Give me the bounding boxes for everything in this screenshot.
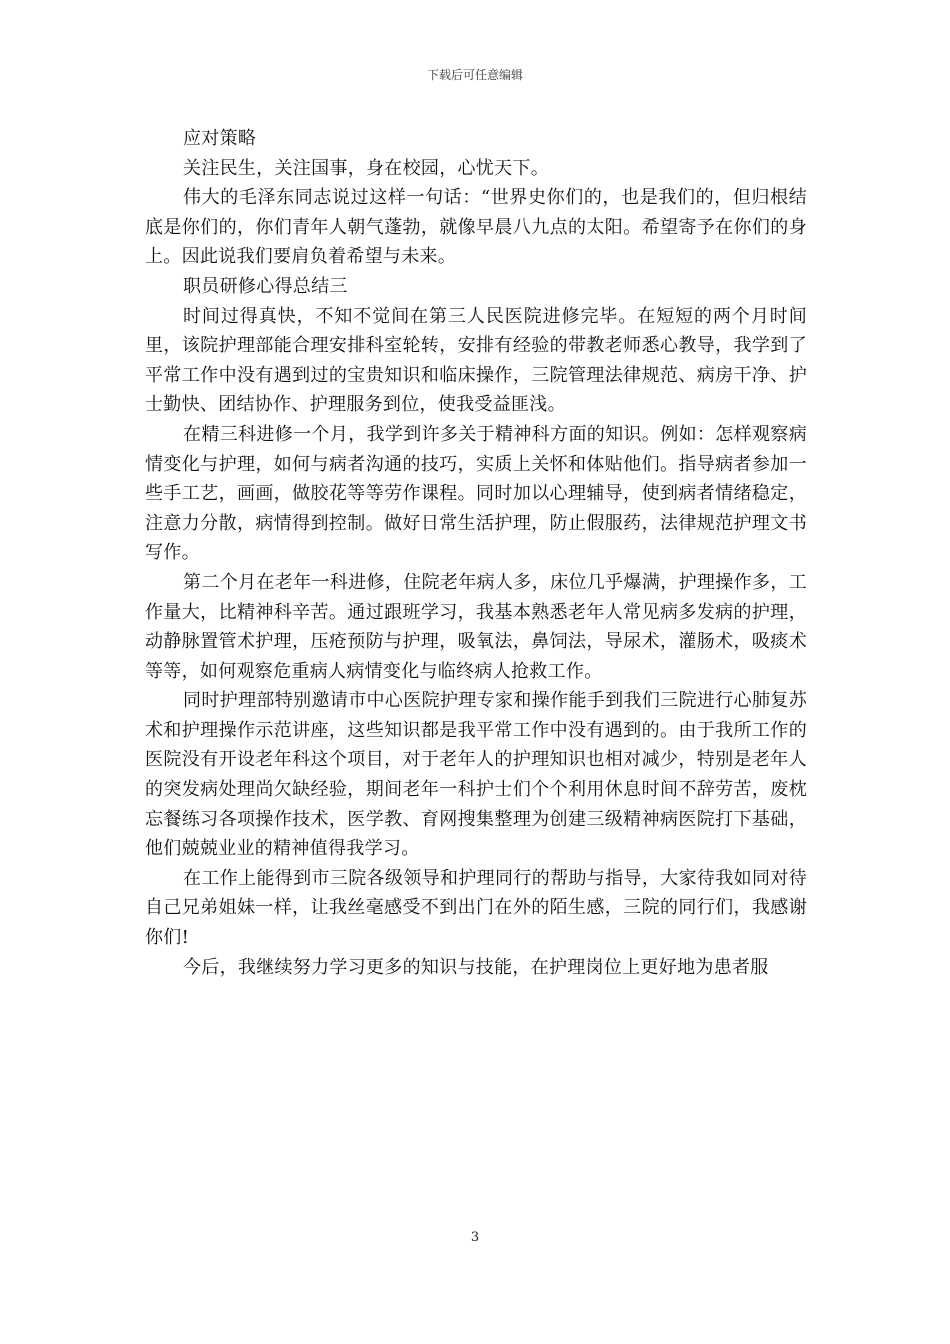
paragraph-section-title: 职员研修心得总结三 (183, 275, 348, 297)
page-number: 3 (470, 1230, 480, 1245)
paragraph-body: 今后，我继续努力学习更多的知识与技能，在护理岗位上更好地为患者服 (183, 956, 769, 978)
paragraph-slogan: 关注民生，关注国事，身在校园，心忧天下。 (183, 157, 549, 179)
document-body (145, 124, 807, 982)
paragraph-heading-strategy: 应对策略 (183, 128, 257, 149)
paragraph-body: 时间过得真快，不知不觉间在第三人民医院进修完毕。在短短的两个月时间里，该院护理部能合理安排科室轮转，安排有经验的带教老师悉心教导，我学到了平常工作中没有遇到过的宝贵知识和临床操作，三院管理法律规范、病房干净、护士勤快、团结协作、护理服务到位，使我受益匪浅。 (145, 305, 807, 416)
page-header: 下载后可任意编辑 (426, 68, 523, 82)
paragraph-body: 在精三科进修一个月，我学到许多关于精神科方面的知识。例如：怎样观察病情变化与护理，如何与病者沟通的技巧，实质上关怀和体贴他们。指导病者参加一些手工艺，画画，做胶花等等劳作课程。同时加以心理辅导，使到病者情绪稳定，注意力分散，病情得到控制。做好日常生活护理，防止假服药，法律规范护理文书写作。 (145, 423, 807, 564)
paragraph-body: 第二个月在老年一科进修，住院老年病人多，床位几乎爆满，护理操作多，工作量大，比精神科辛苦。通过跟班学习，我基本熟悉老年人常见病多发病的护理，动静脉置管术护理，压疮预防与护理，吸氧法，鼻饲法，导尿术，灌肠术，吸痰术等等，如何观察危重病人病情变化与临终病人抢救工作。 (145, 571, 807, 682)
paragraph-body: 同时护理部特别邀请市中心医院护理专家和操作能手到我们三院进行心肺复苏术和护理操作示范讲座，这些知识都是我平常工作中没有遇到的。由于我所工作的医院没有开设老年科这个项目，对于老年人的护理知识也相对减少，特别是老年人的突发病处理尚欠缺经验，期间老年一科护士们个个利用休息时间不辞劳苦，废枕忘餐练习各项操作技术，医学教、育网搜集整理为创建三级精神病医院打下基础，他们兢兢业业的精神值得我学习。 (145, 690, 807, 860)
paragraph-body: 在工作上能得到市三院各级领导和护理同行的帮助与指导，大家待我如同对待自己兄弟姐妹一样，让我丝毫感受不到出门在外的陌生感，三院的同行们，我感谢你们! (145, 867, 807, 949)
paragraph-quote: 伟大的毛泽东同志说过这样一句话：“世界史你们的，也是我们的，但归根结底是你们的，你们青年人朝气蓬勃，就像早晨八九点的太阳。希望寄予在你们的身上。因此说我们要肩负着希望与未来。 (145, 187, 807, 268)
